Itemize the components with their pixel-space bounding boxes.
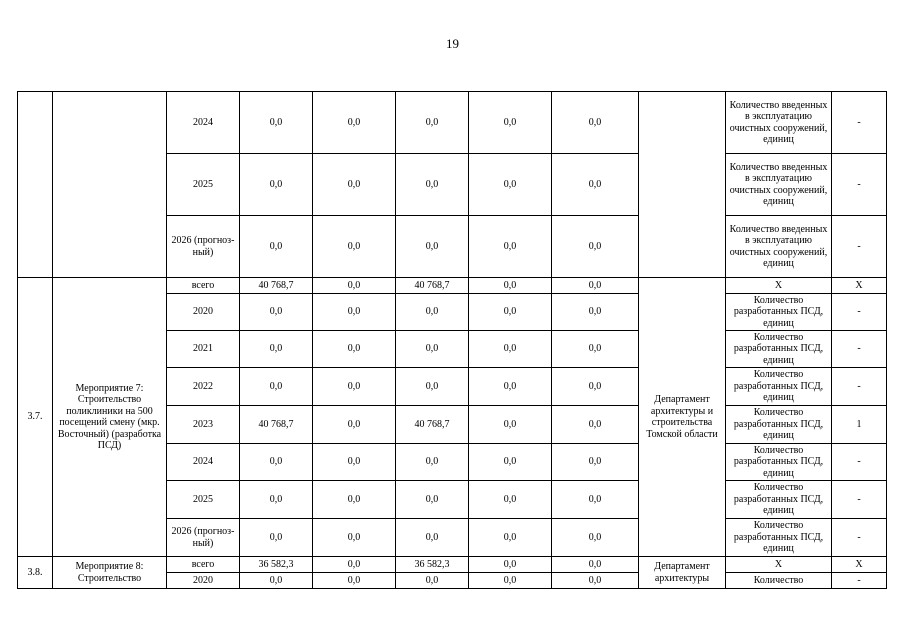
year-cell: 2024 xyxy=(167,444,240,481)
value-cell: 0,0 xyxy=(240,519,313,557)
year-cell: 2022 xyxy=(167,368,240,406)
value-cell: 0,0 xyxy=(552,278,639,294)
value-cell: 0,0 xyxy=(552,573,639,589)
value-cell: 0,0 xyxy=(469,573,552,589)
value-cell: 0,0 xyxy=(469,278,552,294)
value-cell: 0,0 xyxy=(469,92,552,154)
value-cell: 0,0 xyxy=(396,481,469,519)
value-cell: 0,0 xyxy=(313,216,396,278)
value-cell: 0,0 xyxy=(313,557,396,573)
indicator-value-cell: X xyxy=(832,557,887,573)
indicator-cell: Количество разработанных ПСД, единиц xyxy=(726,444,832,481)
indicator-value-cell: - xyxy=(832,573,887,589)
value-cell: 0,0 xyxy=(396,368,469,406)
value-cell: 0,0 xyxy=(552,368,639,406)
value-cell: 0,0 xyxy=(313,444,396,481)
value-cell: 0,0 xyxy=(396,92,469,154)
value-cell: 0,0 xyxy=(552,444,639,481)
value-cell: 0,0 xyxy=(313,519,396,557)
value-cell: 0,0 xyxy=(552,294,639,331)
value-cell: 0,0 xyxy=(240,573,313,589)
year-cell: 2025 xyxy=(167,154,240,216)
value-cell: 0,0 xyxy=(469,331,552,368)
value-cell: 0,0 xyxy=(240,331,313,368)
value-cell: 40 768,7 xyxy=(396,406,469,444)
page-number: 19 xyxy=(446,36,459,51)
year-cell: 2024 xyxy=(167,92,240,154)
value-cell: 0,0 xyxy=(396,573,469,589)
table-row xyxy=(18,92,887,154)
year-cell: 2020 xyxy=(167,573,240,589)
value-cell: 0,0 xyxy=(313,573,396,589)
value-cell: 0,0 xyxy=(469,444,552,481)
value-cell: 0,0 xyxy=(313,294,396,331)
year-cell: 2021 xyxy=(167,331,240,368)
name-cell xyxy=(53,92,167,278)
value-cell: 0,0 xyxy=(313,406,396,444)
year-cell: 2020 xyxy=(167,294,240,331)
value-cell: 0,0 xyxy=(469,294,552,331)
measure-name: Мероприятие 7: Строительство поликлиники на 500 посещений смену (мкр. Восточный) (разработка ПСД) xyxy=(53,278,167,557)
indicator-cell: Количество разработанных ПСД, единиц xyxy=(726,406,832,444)
year-cell: 2025 xyxy=(167,481,240,519)
indicator-value-cell: - xyxy=(832,92,887,154)
value-cell: 0,0 xyxy=(240,154,313,216)
measure-number: 3.8. xyxy=(18,557,53,589)
value-cell: 0,0 xyxy=(240,92,313,154)
budget-table xyxy=(17,91,887,589)
value-cell: 36 582,3 xyxy=(240,557,313,573)
value-cell: 0,0 xyxy=(240,368,313,406)
indicator-cell: Количество разработанных ПСД, единиц xyxy=(726,368,832,406)
year-cell: 2023 xyxy=(167,406,240,444)
value-cell: 0,0 xyxy=(240,216,313,278)
value-cell: 0,0 xyxy=(552,481,639,519)
value-cell: 0,0 xyxy=(469,406,552,444)
value-cell: 40 768,7 xyxy=(396,278,469,294)
value-cell: 0,0 xyxy=(469,368,552,406)
year-cell: 2026 (прогноз-ный) xyxy=(167,216,240,278)
indicator-cell: Количество разработанных ПСД, единиц xyxy=(726,331,832,368)
value-cell: 0,0 xyxy=(552,92,639,154)
measure-name: Мероприятие 8: Строительство xyxy=(53,557,167,589)
indicator-value-cell: - xyxy=(832,368,887,406)
executor-cell: Департамент архитектуры и строительства Томской области xyxy=(639,278,726,557)
value-cell: 0,0 xyxy=(552,154,639,216)
value-cell: 36 582,3 xyxy=(396,557,469,573)
year-cell: всего xyxy=(167,557,240,573)
value-cell: 0,0 xyxy=(313,154,396,216)
value-cell: 0,0 xyxy=(313,481,396,519)
value-cell: 0,0 xyxy=(469,154,552,216)
indicator-cell: Количество введенных в эксплуатацию очистных сооружений, единиц xyxy=(726,154,832,216)
value-cell: 0,0 xyxy=(469,481,552,519)
indicator-value-cell: - xyxy=(832,154,887,216)
measure-number: 3.7. xyxy=(18,278,53,557)
value-cell: 0,0 xyxy=(396,519,469,557)
indicator-cell: Количество разработанных ПСД, единиц xyxy=(726,294,832,331)
value-cell: 0,0 xyxy=(396,331,469,368)
indicator-value-cell: - xyxy=(832,216,887,278)
value-cell: 0,0 xyxy=(313,92,396,154)
value-cell: 0,0 xyxy=(240,444,313,481)
value-cell: 0,0 xyxy=(313,278,396,294)
value-cell: 0,0 xyxy=(313,331,396,368)
indicator-value-cell: - xyxy=(832,519,887,557)
executor-cell xyxy=(639,92,726,278)
num-cell xyxy=(18,92,53,278)
value-cell: 0,0 xyxy=(469,557,552,573)
value-cell: 0,0 xyxy=(552,216,639,278)
indicator-value-cell: - xyxy=(832,294,887,331)
indicator-value-cell: 1 xyxy=(832,406,887,444)
year-cell: 2026 (прогноз-ный) xyxy=(167,519,240,557)
table-row-total xyxy=(18,278,887,294)
value-cell: 0,0 xyxy=(396,154,469,216)
value-cell: 0,0 xyxy=(240,481,313,519)
value-cell: 0,0 xyxy=(313,368,396,406)
value-cell: 0,0 xyxy=(240,294,313,331)
value-cell: 0,0 xyxy=(552,406,639,444)
value-cell: 0,0 xyxy=(552,557,639,573)
value-cell: 40 768,7 xyxy=(240,406,313,444)
indicator-cell: Количество xyxy=(726,573,832,589)
indicator-cell: X xyxy=(726,278,832,294)
value-cell: 0,0 xyxy=(396,444,469,481)
indicator-value-cell: - xyxy=(832,481,887,519)
value-cell: 0,0 xyxy=(552,331,639,368)
year-cell: всего xyxy=(167,278,240,294)
indicator-cell: Количество разработанных ПСД, единиц xyxy=(726,481,832,519)
value-cell: 0,0 xyxy=(396,294,469,331)
indicator-cell: Количество введенных в эксплуатацию очистных сооружений, единиц xyxy=(726,216,832,278)
indicator-cell: Количество введенных в эксплуатацию очистных сооружений, единиц xyxy=(726,92,832,154)
value-cell: 0,0 xyxy=(552,519,639,557)
table-row-total xyxy=(18,557,887,573)
executor-cell: Департамент архитектуры xyxy=(639,557,726,589)
value-cell: 40 768,7 xyxy=(240,278,313,294)
value-cell: 0,0 xyxy=(469,519,552,557)
indicator-cell: X xyxy=(726,557,832,573)
indicator-value-cell: X xyxy=(832,278,887,294)
indicator-value-cell: - xyxy=(832,444,887,481)
indicator-cell: Количество разработанных ПСД, единиц xyxy=(726,519,832,557)
value-cell: 0,0 xyxy=(396,216,469,278)
value-cell: 0,0 xyxy=(469,216,552,278)
indicator-value-cell: - xyxy=(832,331,887,368)
